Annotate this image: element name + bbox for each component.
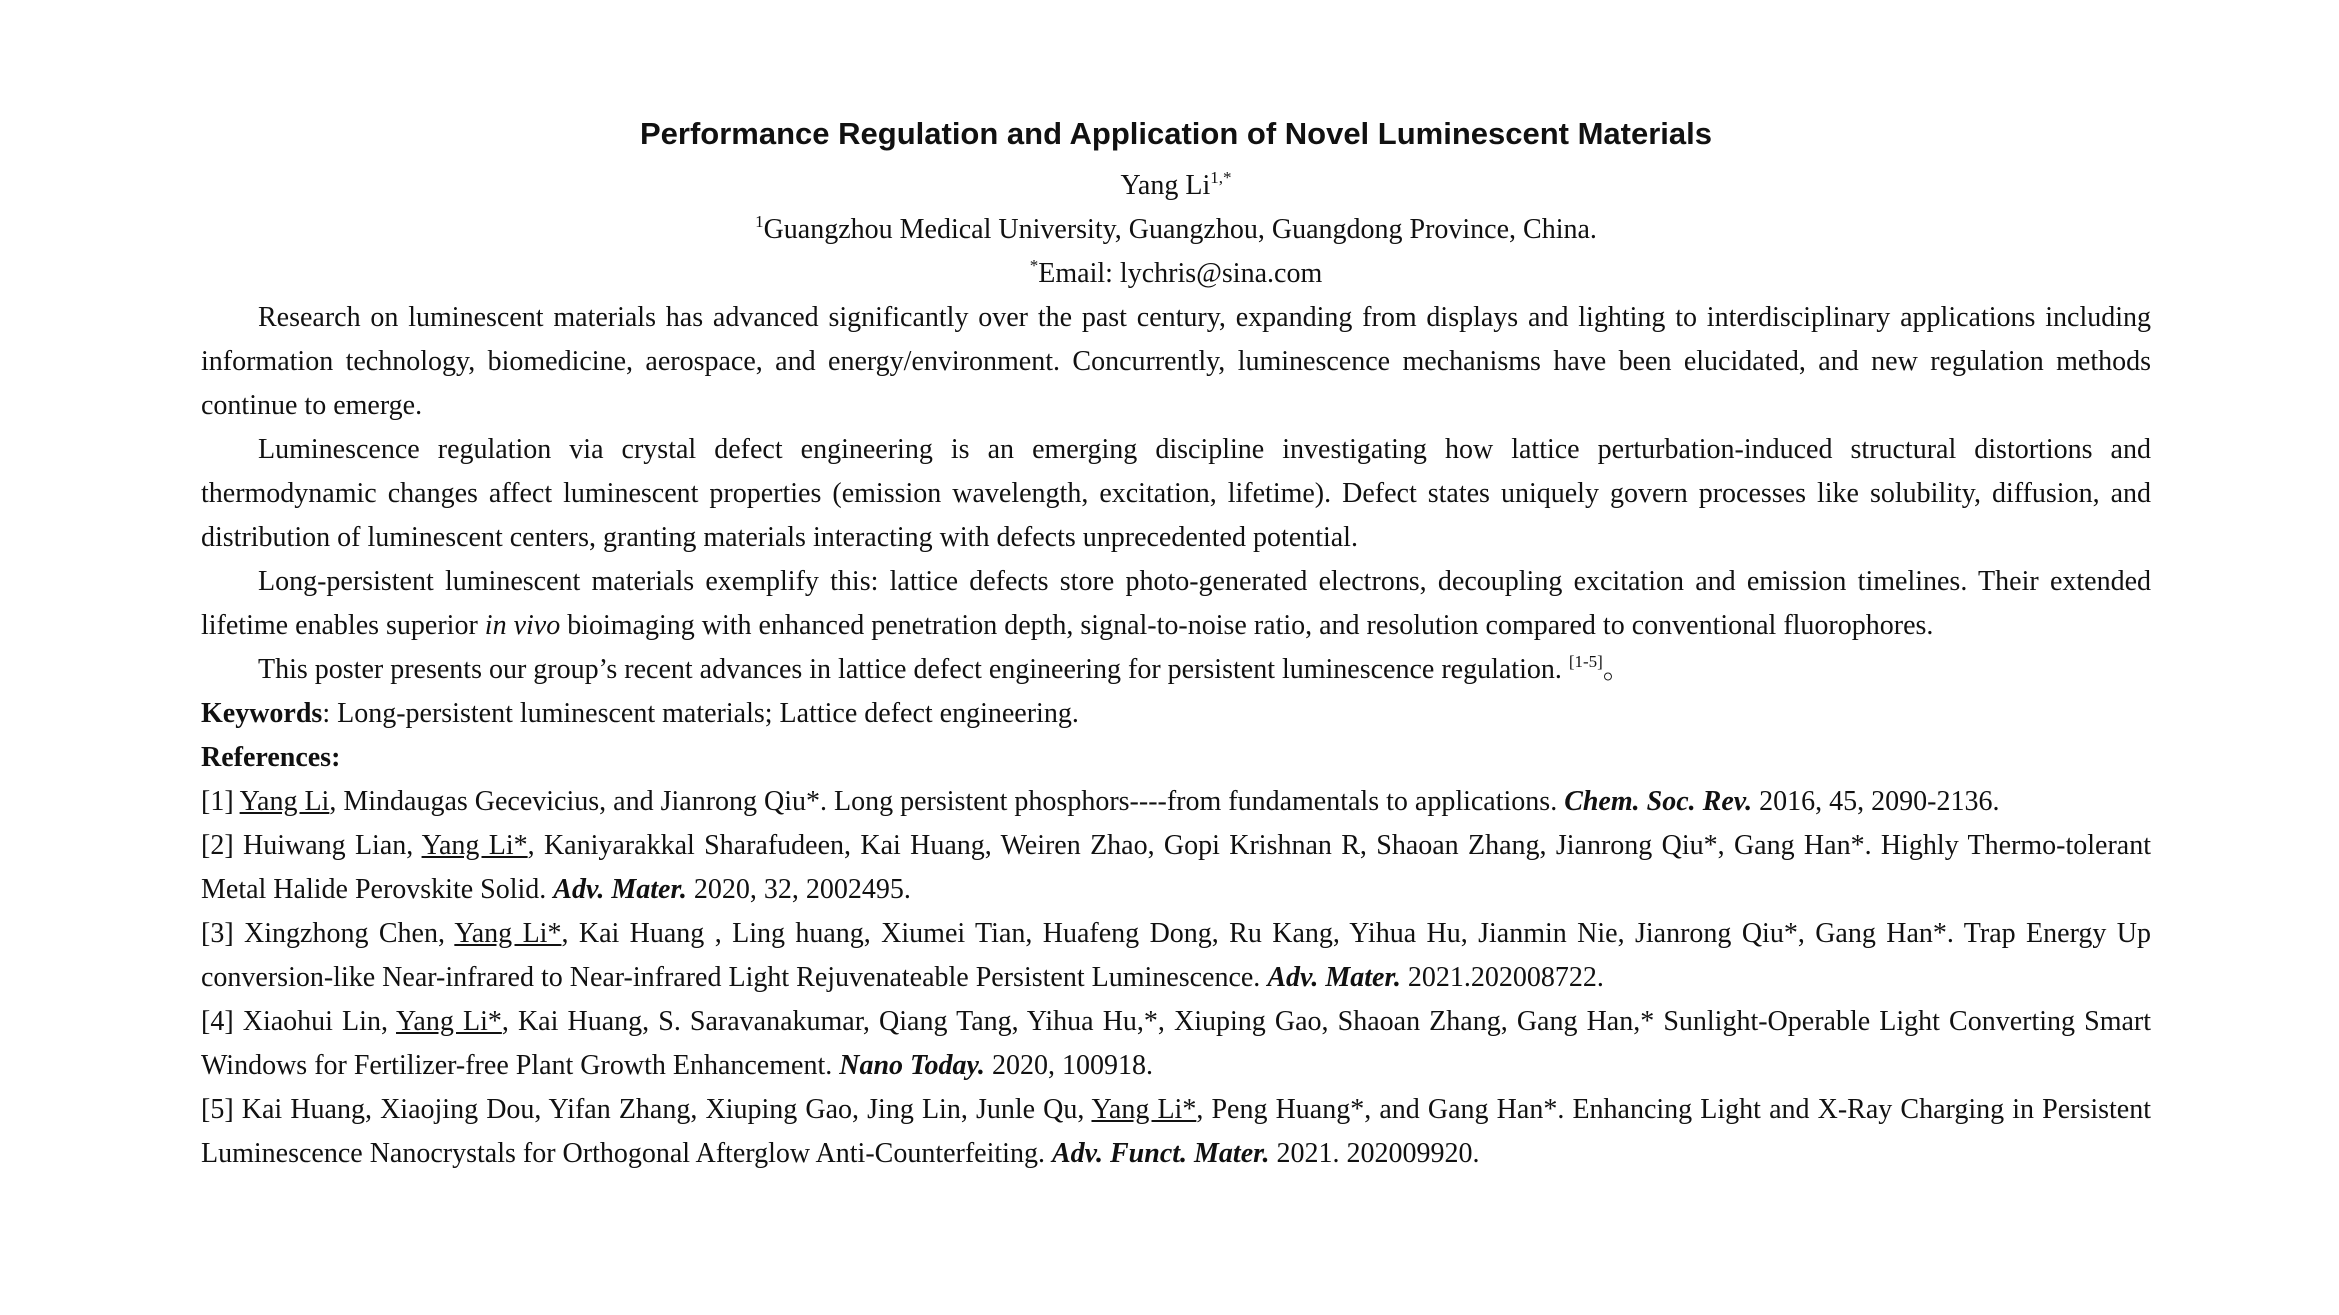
ref-4-highlight-author: Yang Li*: [396, 1006, 502, 1037]
ref-2-prefix: [2] Huiwang Lian,: [201, 830, 422, 861]
paragraph-4: [201, 648, 2151, 692]
paragraph-3: [201, 560, 2151, 648]
ref-1-highlight-author: Yang Li: [239, 786, 330, 817]
paragraph-3-text-a: Long-persistent luminescent materials exemplify this: lattice defects store photo-generated electrons, decoupling excitation and emission timelines. Their extended lifetime enables superior: [201, 566, 2151, 641]
reference-2: [201, 824, 2151, 912]
ref-1-number: [1]: [201, 786, 240, 817]
keywords-line: [201, 692, 2151, 736]
ref-2-highlight-author: Yang Li*: [421, 830, 528, 861]
citation-superscript: [1-5]: [1568, 652, 1603, 671]
keywords-text: : Long-persistent luminescent materials; Lattice defect engineering.: [322, 698, 1079, 729]
affiliation-superscript: 1: [755, 212, 764, 231]
ref-5-end: 2021. 202009920.: [1269, 1138, 1480, 1169]
ref-1-body: , Mindaugas Gecevicius, and Jianrong Qiu*. Long persistent phosphors----from fundamentals to applications.: [329, 786, 1565, 817]
ref-3-body: , Kai Huang , Ling huang, Xiumei Tian, Huafeng Dong, Ru Kang, Yihua Hu, Jianmin Nie, Jianrong Qiu*, Gang Han*. Trap Energy Up conversion-like Near-infrared to Near-infrared Light Rejuvenateable Persistent Luminescence.: [201, 918, 2152, 993]
in-vivo-italic: in vivo: [484, 610, 561, 641]
ref-4-journal: Nano Today.: [839, 1050, 985, 1081]
paper-title: Performance Regulation and Application of Novel Luminescent Materials: [640, 116, 1712, 151]
reference-4: [201, 1000, 2151, 1088]
ref-5-body: , Peng Huang*, and Gang Han*. Enhancing Light and X-Ray Charging in Persistent Luminescence Nanocrystals for Orthogonal Afterglow Anti-Counterfeiting.: [201, 1094, 2152, 1169]
email-superscript: *: [1029, 256, 1039, 275]
ref-5-prefix: [5] Kai Huang, Xiaojing Dou, Yifan Zhang, Xiuping Gao, Jing Lin, Junle Qu,: [201, 1094, 1092, 1125]
ref-1-journal: Chem. Soc. Rev.: [1564, 786, 1753, 817]
paragraph-4-end: 。: [1602, 654, 1631, 685]
reference-3: [201, 912, 2151, 1000]
ref-4-body: , Kai Huang, S. Saravanakumar, Qiang Tang, Yihua Hu,*, Xiuping Gao, Shaoan Zhang, Gang Han,* Sunlight-Operable Light Converting Smart Windows for Fertilizer-free Plant Growth Enhancement.: [201, 1006, 2151, 1081]
author-name: Yang Li: [1120, 170, 1211, 201]
ref-2-end: 2020, 32, 2002495.: [686, 874, 911, 905]
ref-3-end: 2021.202008722.: [1400, 962, 1604, 993]
ref-3-journal: Adv. Mater.: [1267, 962, 1401, 993]
ref-3-prefix: [3] Xingzhong Chen,: [201, 918, 455, 949]
reference-5: [201, 1088, 2151, 1176]
ref-1-end: 2016, 45, 2090-2136.: [1752, 786, 2000, 817]
paragraph-1: Research on luminescent materials has advanced significantly over the past century, expanding from displays and lighting to interdisciplinary applications including information technology, biomedicine, aerospace, and energy/environment. Concurrently, luminescence mechanisms have been elucidated, and new regulation methods continue to emerge.: [201, 302, 2151, 421]
email-text: Email: lychris@sina.com: [1038, 258, 1323, 289]
ref-3-highlight-author: Yang Li*: [454, 918, 562, 949]
ref-5-highlight-author: Yang Li*: [1091, 1094, 1197, 1125]
ref-2-body: , Kaniyarakkal Sharafudeen, Kai Huang, Weiren Zhao, Gopi Krishnan R, Shaoan Zhang, Jianrong Qiu*, Gang Han*. Highly Thermo-tolerant Metal Halide Perovskite Solid.: [201, 830, 2151, 905]
paragraph-3-text-b: bioimaging with enhanced penetration depth, signal-to-noise ratio, and resolution compared to conventional fluorophores.: [560, 610, 1934, 641]
author-superscript: 1,*: [1210, 168, 1232, 187]
ref-5-journal: Adv. Funct. Mater.: [1051, 1138, 1270, 1169]
ref-2-journal: Adv. Mater.: [553, 874, 687, 905]
paragraph-4-text: This poster presents our group’s recent advances in lattice defect engineering for persistent luminescence regulation.: [258, 654, 1569, 685]
abstract-page: [201, 108, 2151, 1176]
ref-4-end: 2020, 100918.: [984, 1050, 1153, 1081]
references-heading: References:: [201, 742, 341, 773]
author-line: [201, 164, 2151, 208]
paragraph-2: Luminescence regulation via crystal defect engineering is an emerging discipline investigating how lattice perturbation-induced structural distortions and thermodynamic changes affect luminescent properties (emission wavelength, excitation, lifetime). Defect states uniquely govern processes like solubility, diffusion, and distribution of luminescent centers, granting materials interacting with defects unprecedented potential.: [201, 434, 2151, 553]
keywords-label: Keywords: [201, 698, 323, 729]
reference-1: [201, 780, 2151, 824]
affiliation-text: Guangzhou Medical University, Guangzhou, Guangdong Province, China.: [763, 214, 1597, 245]
email-line: [201, 252, 2151, 296]
ref-4-prefix: [4] Xiaohui Lin,: [201, 1006, 397, 1037]
affiliation-line: [201, 208, 2151, 252]
